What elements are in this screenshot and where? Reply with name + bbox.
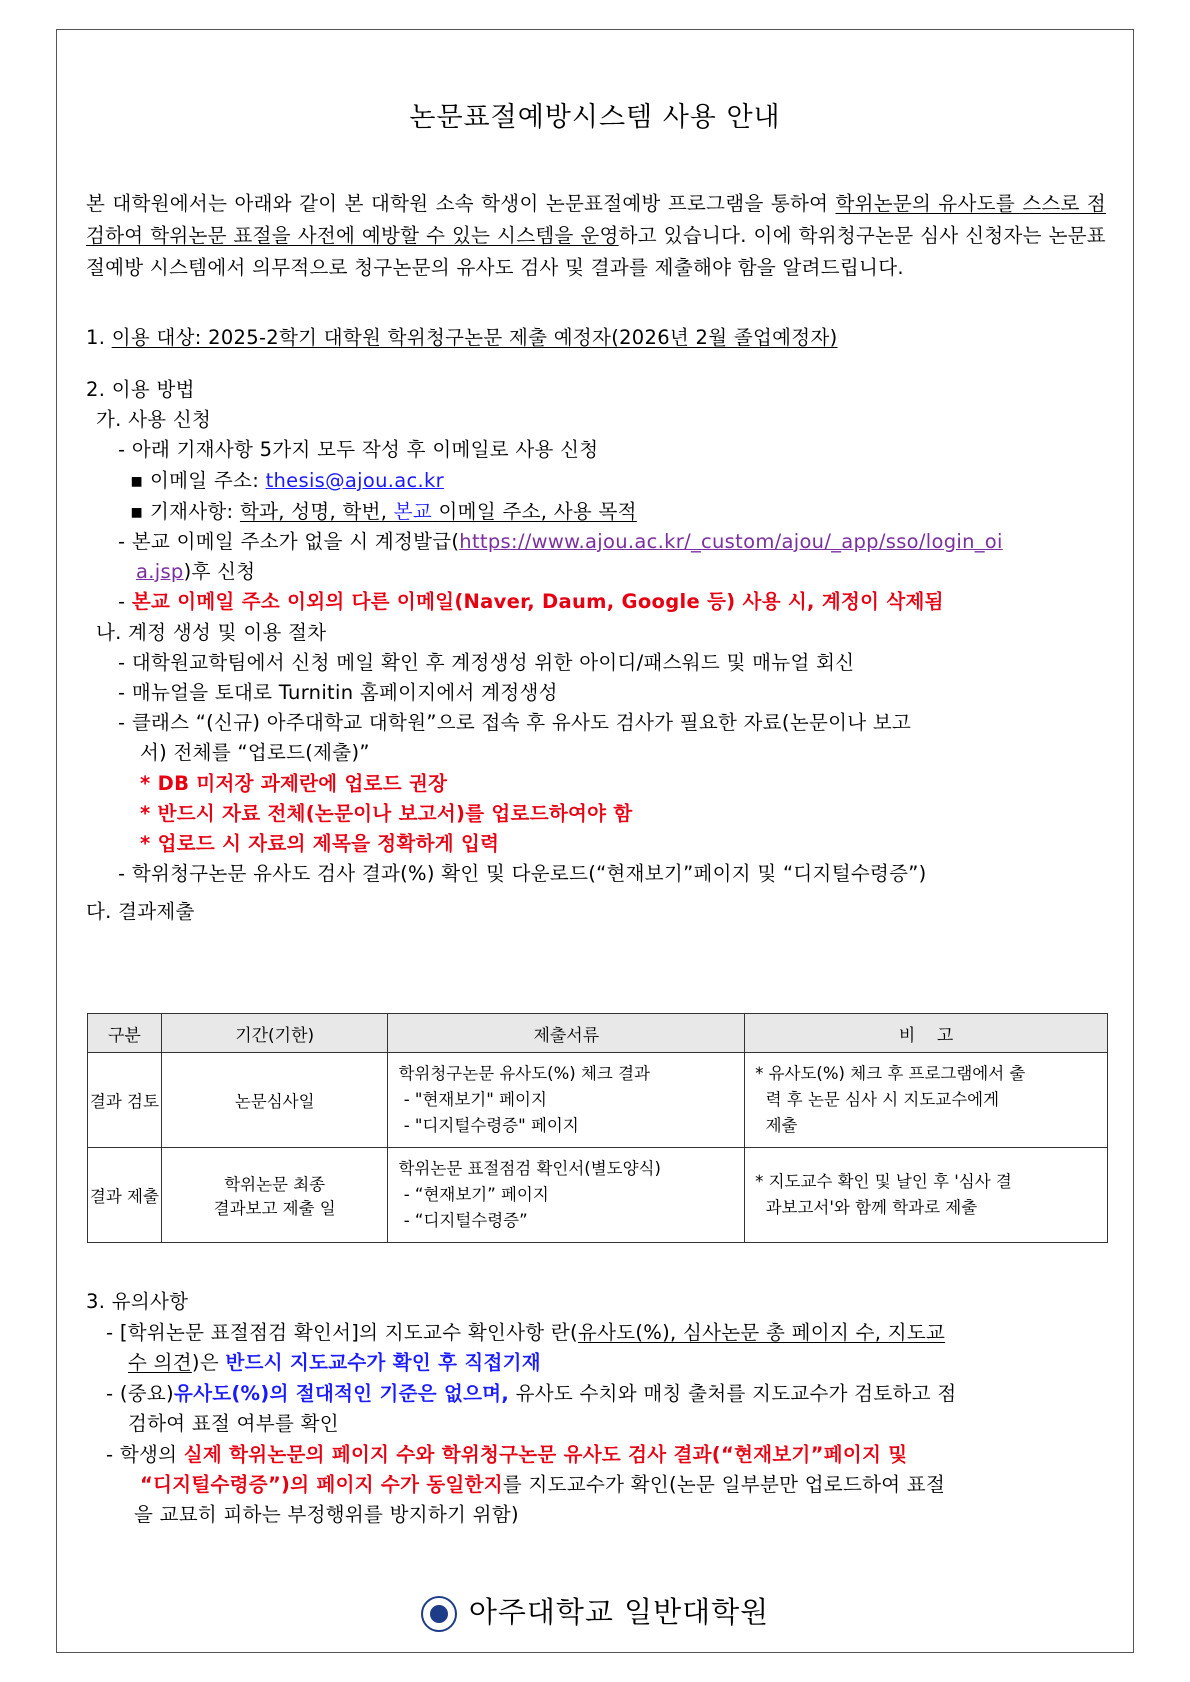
note-red: * 반드시 자료 전체(논문이나 보고서)를 업로드하여야 함 — [140, 802, 633, 825]
section-2a-heading: 가. 사용 신청 — [96, 408, 212, 431]
row-category: 결과 제출 — [88, 1148, 162, 1243]
warning-line: - 본교 이메일 주소 이외의 다른 이메일(Naver, Daum, Google 등) 사용 시, 계정이 삭제됨 — [118, 590, 944, 613]
page-title: 논문표절예방시스템 사용 안내 — [409, 102, 781, 133]
required-items-line: ▪ 기재사항: 학과, 성명, 학번, 본교 이메일 주소, 사용 목적 — [130, 500, 637, 523]
section-2-heading: 2. 이용 방법 — [86, 378, 195, 401]
result-table — [87, 1013, 1108, 1243]
footer-text: 아주대학교 일반대학원 — [468, 1595, 770, 1629]
list-item: - 대학원교학팀에서 신청 메일 확인 후 계정생성 위한 아이디/패스워드 및 매뉴얼 회신 — [118, 651, 855, 674]
sso-link[interactable]: https://www.ajou.ac.kr/_custom/ajou/_app/sso/login_oi — [459, 530, 1003, 553]
section-1: 1. 이용 대상: 2025-2학기 대학원 학위청구논문 제출 예정자(2026년 2월 졸업예정자) — [86, 326, 838, 349]
caution-item: - (중요)유사도(%)의 절대적인 기준은 없으며, 유사도 수치와 매칭 출처를 지도교수가 검토하고 점 — [106, 1382, 957, 1405]
account-issue-line: - 본교 이메일 주소가 없을 시 계정발급(https://www.ajou.ac.kr/_custom/ajou/_app/sso/login_oi — [118, 530, 1003, 553]
account-issue-line-2: a.jsp)후 신청 — [136, 560, 256, 583]
list-item: - 아래 기재사항 5가지 모두 작성 후 이메일로 사용 신청 — [118, 438, 599, 461]
section-2b-heading: 나. 계정 생성 및 이용 절차 — [96, 621, 327, 644]
caution-item-cont: 검하여 표절 여부를 확인 — [128, 1412, 339, 1435]
caution-item-cont: “디지털수령증”)의 페이지 수가 동일한지를 지도교수가 확인(논문 일부분만 업로드하여 표절 — [140, 1473, 946, 1496]
intro-underlined: 학위논문의 유사도를 스스로 점검하여 학위논문 표절을 사전에 예방할 수 있는 시스템을 운영 — [86, 192, 1106, 247]
header-note: 비 고 — [745, 1014, 1108, 1053]
note-red: * 업로드 시 자료의 제목을 정확하게 입력 — [140, 832, 500, 855]
table-row — [88, 1053, 1108, 1148]
section-3-heading: 3. 유의사항 — [86, 1290, 189, 1313]
table-header-row — [88, 1014, 1108, 1053]
header-docs: 제출서류 — [388, 1014, 745, 1053]
row-note: * 지도교수 확인 및 날인 후 '심사 결 과보고서'와 함께 학과로 제출 — [745, 1148, 1108, 1243]
sso-link-cont[interactable]: a.jsp — [136, 560, 184, 583]
section-2c-heading: 다. 결과제출 — [86, 900, 195, 923]
row-docs: 학위논문 표절점검 확인서(별도양식) - “현재보기” 페이지 - “디지털수령증” — [388, 1148, 745, 1243]
intro-paragraph: 본 대학원에서는 아래와 같이 본 대학원 소속 학생이 논문표절예방 프로그램을 통하여 학위논문의 유사도를 스스로 점검하여 학위논문 표절을 사전에 예방할 수 있는 시스템을 운영하고 있습니다. 이에 학위청구논문 심사 신청자는 논문표절예방 시스템에서 의무적으로 청구논문의 유사도 검사 및 결과를 제출해야 함을 알려드립니다. — [86, 192, 1106, 279]
footer — [0, 1590, 1190, 1632]
table-row — [88, 1148, 1108, 1243]
email-link[interactable]: thesis@ajou.ac.kr — [265, 469, 444, 492]
caution-item-cont: 수 의견)은 반드시 지도교수가 확인 후 직접기재 — [128, 1351, 541, 1374]
list-item: - 클래스 “(신규) 아주대학교 대학원”으로 접속 후 유사도 검사가 필요한 자료(논문이나 보고 — [118, 711, 912, 734]
caution-item: - [학위논문 표절점검 확인서]의 지도교수 확인사항 란(유사도(%), 심사논문 총 페이지 수, 지도교 — [106, 1321, 946, 1344]
row-period: 학위논문 최종 결과보고 제출 일 — [161, 1148, 388, 1243]
section-1-target: 이용 대상: 2025-2학기 대학원 학위청구논문 제출 예정자(2026년 2월 졸업예정자) — [111, 326, 838, 349]
note-red: * DB 미저장 과제란에 업로드 권장 — [140, 772, 448, 795]
header-category: 구분 — [88, 1014, 162, 1053]
list-item: - 학위청구논문 유사도 검사 결과(%) 확인 및 다운로드(“현재보기”페이지 및 “디지털수령증”) — [118, 862, 927, 885]
list-item-cont: 서) 전체를 “업로드(제출)” — [140, 741, 370, 764]
email-line: ▪ 이메일 주소: thesis@ajou.ac.kr — [130, 469, 444, 492]
row-note: * 유사도(%) 체크 후 프로그램에서 출 력 후 논문 심사 시 지도교수에게 제출 — [745, 1053, 1108, 1148]
header-period: 기간(기한) — [161, 1014, 388, 1053]
row-docs: 학위청구논문 유사도(%) 체크 결과 - "현재보기" 페이지 - "디지털수령증" 페이지 — [388, 1053, 745, 1148]
list-item: - 매뉴얼을 토대로 Turnitin 홈페이지에서 계정생성 — [118, 681, 558, 704]
caution-item-cont: 을 교묘히 피하는 부정행위를 방지하기 위함) — [134, 1503, 519, 1526]
row-period: 논문심사일 — [161, 1053, 388, 1148]
university-seal-icon — [421, 1596, 457, 1632]
caution-item: - 학생의 실제 학위논문의 페이지 수와 학위청구논문 유사도 검사 결과(“현재보기”페이지 및 — [106, 1443, 908, 1466]
row-category: 결과 검토 — [88, 1053, 162, 1148]
